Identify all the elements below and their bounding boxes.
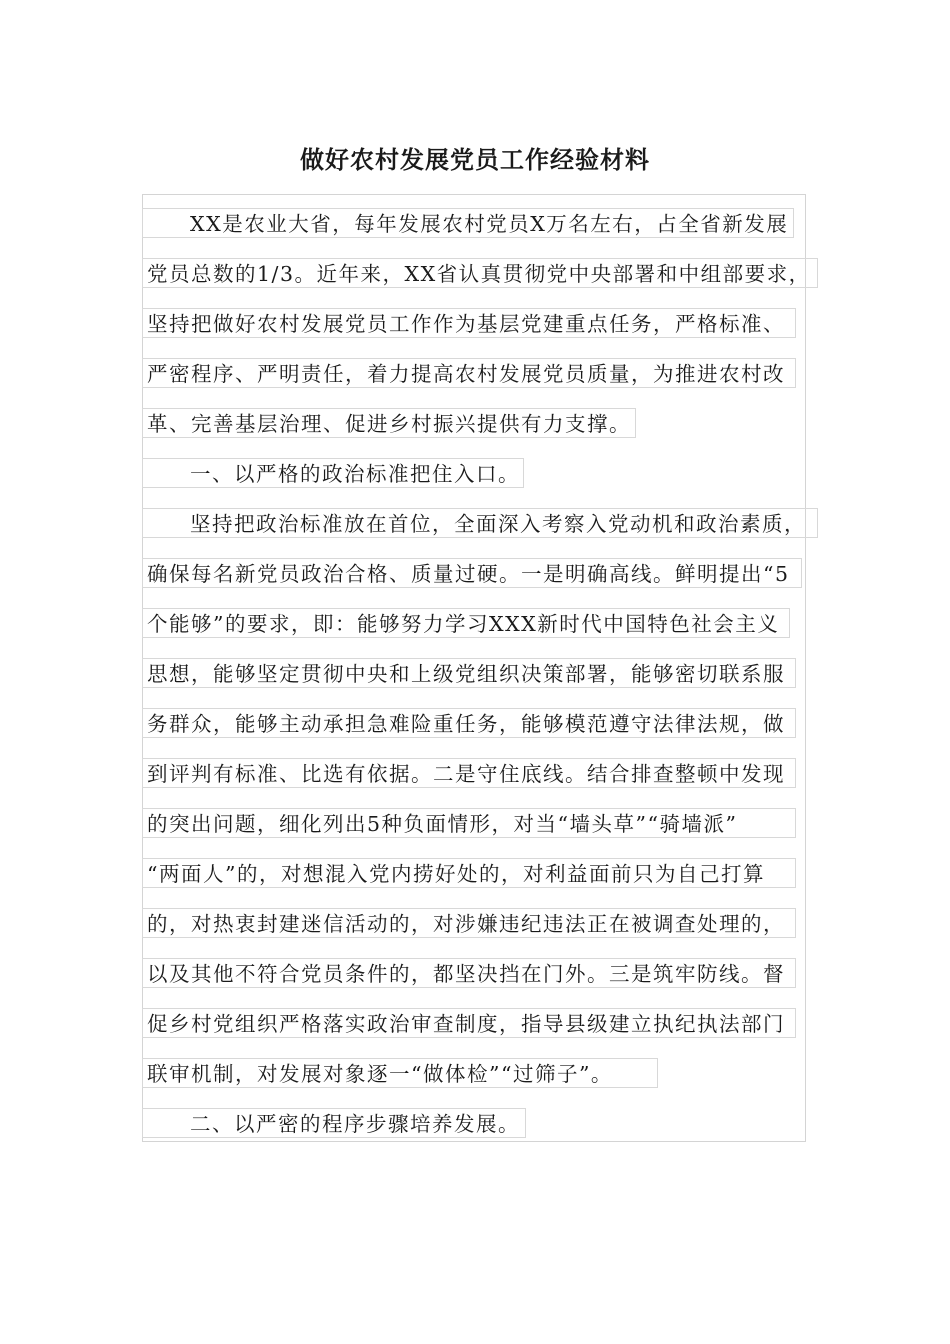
paragraph-line: 思想，能够坚定贯彻中央和上级党组织决策部署，能够密切联系服	[142, 658, 796, 688]
paragraph-line: 坚持把做好农村发展党员工作作为基层党建重点任务，严格标准、	[142, 308, 796, 338]
paragraph-line: 确保每名新党员政治合格、质量过硬。一是明确高线。鲜明提出“5	[142, 558, 802, 588]
paragraph-line: “两面人”的，对想混入党内捞好处的，对利益面前只为自己打算	[142, 858, 796, 888]
paragraph-line: 联审机制，对发展对象逐一“做体检”“过筛子”。	[142, 1058, 658, 1088]
paragraph-line: 坚持把政治标准放在首位，全面深入考察入党动机和政治素质，	[142, 508, 818, 538]
paragraph-line: 务群众，能够主动承担急难险重任务，能够模范遵守法律法规，做	[142, 708, 796, 738]
paragraph-line: 的，对热衷封建迷信活动的，对涉嫌违纪违法正在被调查处理的，	[142, 908, 796, 938]
paragraph-line: 的突出问题，细化列出5种负面情形，对当“墙头草”“骑墙派”	[142, 808, 796, 838]
paragraph-line: 促乡村党组织严格落实政治审查制度，指导县级建立执纪执法部门	[142, 1008, 796, 1038]
paragraph-line: 个能够”的要求，即：能够努力学习XXX新时代中国特色社会主义	[142, 608, 790, 638]
section-heading-2: 二、以严密的程序步骤培养发展。	[142, 1108, 526, 1138]
paragraph-line: 以及其他不符合党员条件的，都坚决挡在门外。三是筑牢防线。督	[142, 958, 796, 988]
paragraph-line: 革、完善基层治理、促进乡村振兴提供有力支撑。	[142, 408, 636, 438]
paragraph-line: 党员总数的1/3。近年来，XX省认真贯彻党中央部署和中组部要求，	[142, 258, 818, 288]
section-heading-1: 一、以严格的政治标准把住入口。	[142, 458, 524, 488]
page-title: 做好农村发展党员工作经验材料	[300, 145, 650, 174]
paragraph-line: XX是农业大省，每年发展农村党员X万名左右，占全省新发展	[142, 208, 794, 238]
paragraph-line: 到评判有标准、比选有依据。二是守住底线。结合排查整顿中发现	[142, 758, 796, 788]
paragraph-line: 严密程序、严明责任，着力提高农村发展党员质量，为推进农村改	[142, 358, 796, 388]
